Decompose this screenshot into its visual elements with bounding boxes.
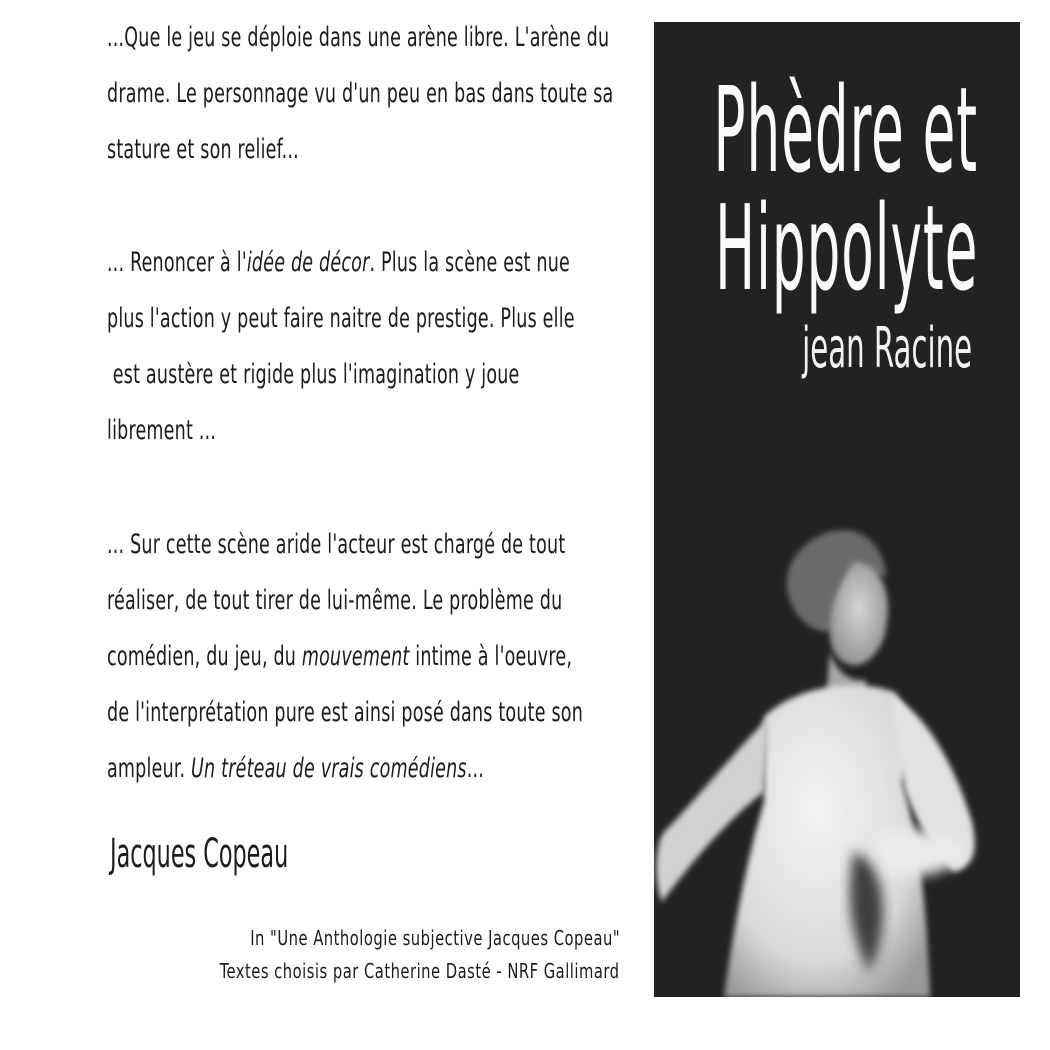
poster-panel — [654, 22, 1020, 997]
quote-line: ...Que le jeu se déploie dans une arène libre. L'arène du — [107, 22, 610, 53]
quote-line: ... Renoncer à l'idée de décor. Plus la scène est nue — [107, 247, 570, 278]
quote-line: ... Sur cette scène aride l'acteur est chargé de tout — [107, 529, 566, 560]
author-name: Jacques Copeau — [110, 831, 289, 877]
quote-line: stature et son relief... — [107, 134, 299, 165]
quote-line: est austère et rigide plus l'imagination y joue — [107, 359, 520, 390]
citation-editor: Textes choisis par Catherine Dasté - NRF Gallimard — [220, 959, 620, 983]
quote-line: plus l'action y peut faire naitre de prestige. Plus elle — [107, 303, 575, 334]
quote-emphasis: idée de décor — [246, 247, 370, 278]
quote-line: réaliser, de tout tirer de lui-même. Le problème du — [107, 585, 563, 616]
quote-line: de l'interprétation pure est ainsi posé dans toute son — [107, 697, 584, 728]
quote-emphasis: mouvement — [301, 641, 410, 672]
quote-line: drame. Le personnage vu d'un peu en bas dans toute sa — [107, 78, 614, 109]
quote-emphasis: Un tréteau de vrais comédiens — [191, 753, 467, 784]
actress-photo — [654, 502, 1020, 997]
citation-source: In "Une Anthologie subjective Jacques Copeau" — [250, 926, 620, 950]
quote-line: librement ... — [107, 415, 217, 446]
poster-title-line2: Hippolyte — [714, 179, 978, 317]
quote-line: ampleur. Un tréteau de vrais comédiens... — [107, 753, 485, 784]
quote-line: comédien, du jeu, du mouvement intime à l'oeuvre, — [107, 641, 573, 672]
poster-subtitle: jean Racine — [801, 316, 972, 381]
poster-title-line1: Phèdre et — [713, 61, 978, 199]
